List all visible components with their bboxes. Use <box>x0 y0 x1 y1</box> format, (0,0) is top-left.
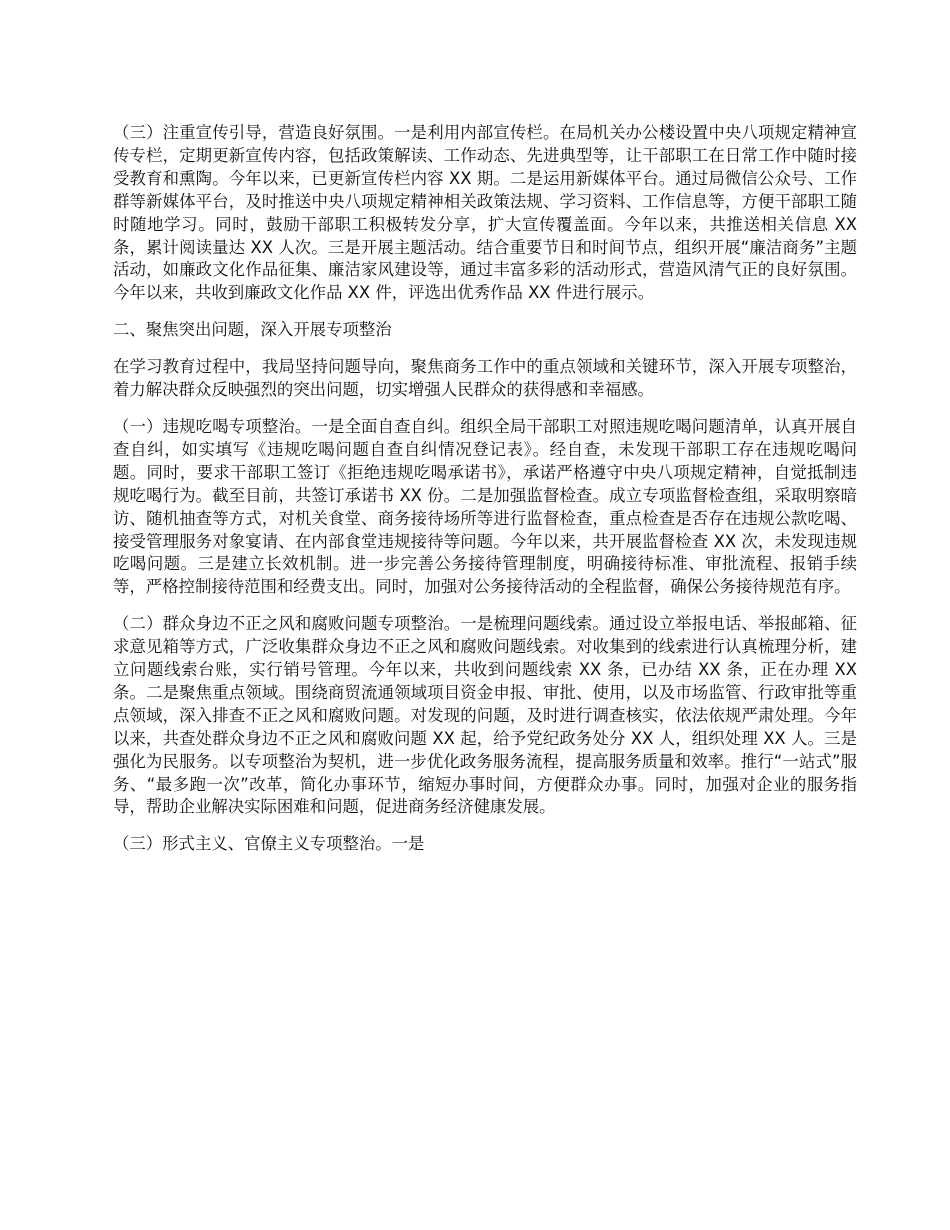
paragraph-intro: 在学习教育过程中，我局坚持问题导向，聚焦商务工作中的重点领域和关键环节，深入开展专项整治，着力解决群众反映强烈的突出问题，切实增强人民群众的获得感和幸福感。 <box>113 357 857 400</box>
section-heading-2: 二、聚焦突出问题，深入开展专项整治 <box>113 320 392 340</box>
paragraph-formalism-rectification: （三）形式主义、官僚主义专项整治。一是 <box>113 834 425 854</box>
document-page <box>113 122 857 870</box>
paragraph-dining-rectification: （一）违规吃喝专项整治。一是全面自查自纠。组织全局干部职工对照违规吃喝问题清单，认真开展自查自纠，如实填写《违规吃喝问题自查自纠情况登记表》。经自查，未发现干部职工存在违规吃喝问题。同时，要求干部职工签订《拒绝违规吃喝承诺书》，承诺严格遵守中央八项规定精神，自觉抵制违规吃喝行为。截至目前，共签订承诺书 XX 份。二是加强监督检查。成立专项监督检查组，采取明察暗访、随机抽查等方式，对机关食堂、商务接待场所等进行监督检查，重点检查是否存在违规公款吃喝、接受管理服务对象宴请、在内部食堂违规接待等问题。今年以来，共开展监督检查 XX 次，未发现违规吃喝问题。三是建立长效机制。进一步完善公务接待管理制度，明确接待标准、审批流程、报销手续等，严格控制接待范围和经费支出。同时，加强对公务接待活动的全程监督，确保公务接待规范有序。 <box>113 416 857 597</box>
paragraph-publicity: （三）注重宣传引导，营造良好氛围。一是利用内部宣传栏。在局机关办公楼设置中央八项规定精神宣传专栏，定期更新宣传内容，包括政策解读、工作动态、先进典型等，让干部职工在日常工作中随时接受教育和熏陶。今年以来，已更新宣传栏内容 XX 期。二是运用新媒体平台。通过局微信公众号、工作群等新媒体平台，及时推送中央八项规定精神相关政策法规、学习资料、工作信息等，方便干部职工随时随地学习。同时，鼓励干部职工积极转发分享，扩大宣传覆盖面。今年以来，共推送相关信息 XX 条，累计阅读量达 XX 人次。三是开展主题活动。结合重要节日和时间节点，组织开展“廉洁商务”主题活动，如廉政文化作品征集、廉洁家风建设等，通过丰富多彩的活动形式，营造风清气正的良好氛围。今年以来，共收到廉政文化作品 XX 件，评选出优秀作品 XX 件进行展示。 <box>113 123 857 303</box>
paragraph-corruption-rectification: （二）群众身边不正之风和腐败问题专项整治。一是梳理问题线索。通过设立举报电话、举报邮箱、征求意见箱等方式，广泛收集群众身边不正之风和腐败问题线索。对收集到的线索进行认真梳理分析，建立问题线索台账，实行销号管理。今年以来，共收到问题线索 XX 条，已办结 XX 条，正在办理 XX 条。二是聚焦重点领域。围绕商贸流通领域项目资金申报、审批、使用，以及市场监管、行政审批等重点领域，深入排查不正之风和腐败问题。对发现的问题，及时进行调查核实，依法依规严肃处理。今年以来，共查处群众身边不正之风和腐败问题 XX 起，给予党纪政务处分 XX 人，组织处理 XX 人。三是强化为民服务。以专项整治为契机，进一步优化政务服务流程，提高服务质量和效率。推行“一站式”服务、“最多跑一次”改革，简化办事环节，缩短办事时间，方便群众办事。同时，加强对企业的服务指导，帮助企业解决实际困难和问题，促进商务经济健康发展。 <box>113 614 857 817</box>
